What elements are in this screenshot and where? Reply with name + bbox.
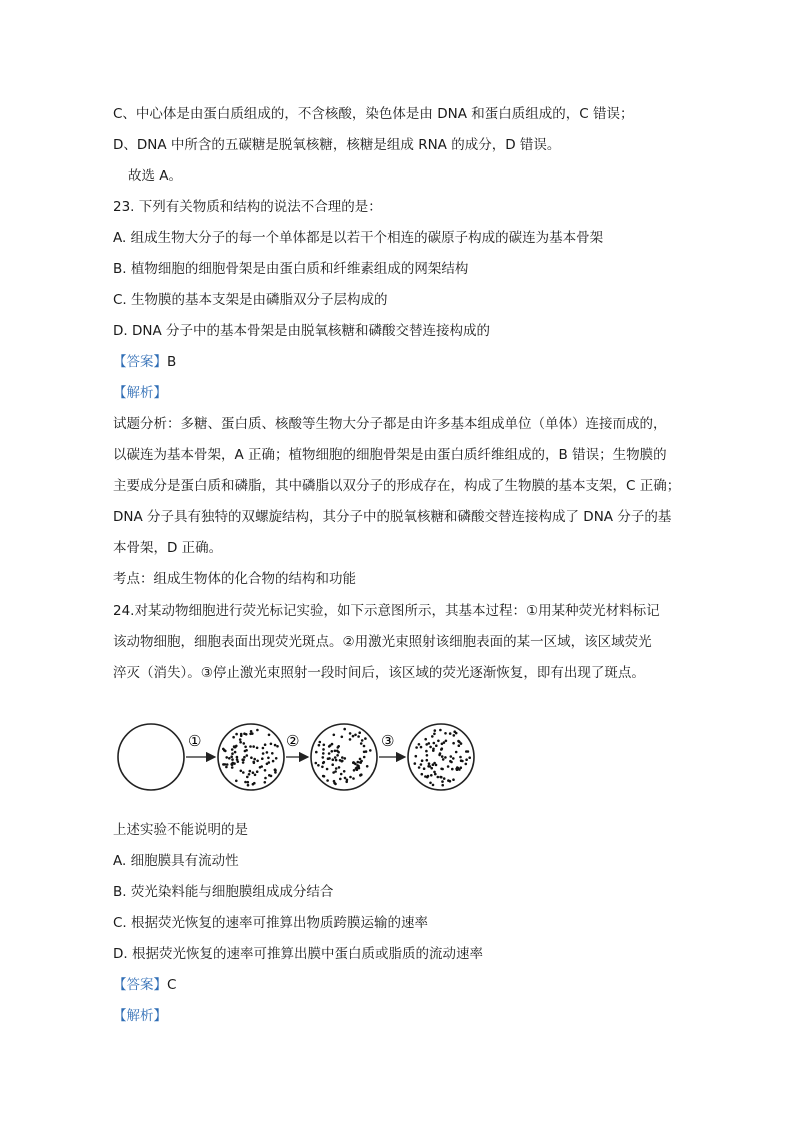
fluorescent-spot (231, 766, 234, 769)
fluorescent-spot (319, 741, 322, 744)
fluorescent-spot (231, 758, 234, 761)
q23-option-d: D. DNA 分子中的基本骨架是由脱氧核糖和磷酸交替连接构成的 (113, 323, 490, 339)
q24-option-a: A. 细胞膜具有流动性 (113, 853, 239, 869)
fluorescent-spot (222, 748, 225, 751)
fluorescent-spot (225, 756, 228, 759)
fluorescent-spot (326, 779, 329, 782)
fluorescent-spot (359, 774, 362, 777)
fluorescent-spot (359, 761, 362, 764)
fluorescent-spot (343, 728, 346, 731)
fluorescent-spot (432, 784, 435, 787)
fluorescent-spot (429, 782, 432, 785)
fluorescent-spot (445, 740, 448, 743)
fluorescent-spot (264, 781, 267, 784)
q24-option-b: B. 荧光染料能与细胞膜组成成分结合 (113, 884, 334, 900)
fluorescent-spot (465, 758, 468, 761)
fluorescent-spot (339, 759, 342, 762)
fluorescent-spot (256, 747, 259, 750)
fluorescent-spot (259, 766, 262, 769)
fluorescent-spot (261, 757, 264, 760)
fluorescent-spot (452, 757, 455, 760)
fluorescent-spot (415, 746, 418, 749)
q23-analysis-line: 本骨架，D 正确。 (113, 540, 223, 556)
fluorescent-spot (253, 782, 256, 785)
fluorescent-spot (432, 748, 435, 751)
fluorescent-spot (447, 765, 450, 768)
fluorescent-spot (426, 776, 429, 779)
fluorescent-spot (240, 733, 243, 736)
fluorescent-spot (242, 759, 245, 762)
fluorescent-spot (252, 761, 255, 764)
fluorescent-spot (359, 758, 362, 761)
fluorescent-spot (242, 761, 245, 764)
fluorescent-spot (363, 745, 366, 748)
fluorescent-spot (233, 745, 236, 748)
fluorescent-spot (340, 773, 343, 776)
fluorescent-spot (457, 740, 460, 743)
fluorescent-spot (344, 777, 347, 780)
fluorescent-spot (443, 777, 446, 780)
fluorescent-spot (315, 762, 318, 765)
fluorescent-spot (231, 748, 234, 751)
fluorescent-spot (444, 732, 447, 735)
fluorescent-spot (249, 770, 252, 773)
fluorescent-spot (425, 750, 428, 753)
fluorescent-spot (323, 775, 326, 778)
fluorescent-spot (318, 744, 321, 747)
fluorescent-spot (341, 736, 344, 739)
fluorescent-spot (428, 742, 431, 745)
fluorescent-spot (264, 743, 267, 746)
cell-bleached (311, 724, 377, 790)
fluorescent-spot (429, 746, 432, 749)
fluorescent-spot (331, 763, 334, 766)
fluorescent-spot (266, 763, 269, 766)
fluorescent-spot (244, 746, 247, 749)
fluorescent-spot (336, 754, 339, 757)
fluorescent-spot (353, 769, 356, 772)
fluorescent-spot (242, 771, 245, 774)
fluorescent-spot (352, 761, 355, 764)
fluorescent-spot (453, 734, 456, 737)
fluorescent-spot (346, 779, 349, 782)
fluorescent-spot (421, 759, 424, 762)
fluorescent-spot (459, 756, 462, 759)
fluorescent-spot (254, 774, 257, 777)
fluorescent-spot (268, 734, 271, 737)
fluorescent-spot (437, 776, 440, 779)
q24-answer (113, 975, 176, 995)
fluorescent-spot (337, 751, 340, 754)
fluorescent-spot (246, 776, 249, 779)
fluorescent-spot (354, 734, 357, 737)
fluorescent-spot (441, 755, 444, 758)
fluorescent-spot (317, 764, 320, 767)
step-3-label: ③ (381, 732, 395, 750)
step-1-label: ① (188, 732, 202, 750)
fluorescent-spot (452, 778, 455, 781)
fluorescent-spot (274, 768, 277, 771)
fluorescent-spot (243, 742, 246, 745)
fluorescent-spot (239, 738, 242, 741)
fluorescent-spot (270, 743, 273, 746)
fluorescent-spot (322, 748, 325, 751)
fluorescent-spot (465, 763, 468, 766)
fluorescent-spot (449, 732, 452, 735)
fluorescent-spot (440, 768, 443, 771)
fluorescent-spot (358, 767, 361, 770)
fluorescent-spot (420, 763, 423, 766)
fluorescent-spot (467, 750, 470, 753)
fluorescent-spot (231, 752, 234, 755)
q23-answer (113, 352, 176, 372)
fluorescent-spot (230, 755, 233, 758)
prev-option-d: D、DNA 中所含的五碳糖是脱氧核糖，核糖是组成 RNA 的成分，D 错误。 (113, 137, 561, 153)
fluorescent-spot (344, 757, 347, 760)
fluorescent-spot (461, 760, 464, 763)
fluorescent-spot (315, 751, 318, 754)
fluorescent-spot (435, 744, 438, 747)
q24-option-d: D. 根据荧光恢复的速率可推算出膜中蛋白质或脂质的流动速率 (113, 946, 483, 962)
fluorescent-spot (274, 771, 277, 774)
fluorescent-spot (236, 758, 239, 761)
fluorescent-spot (434, 729, 437, 732)
fluorescent-spot (244, 781, 247, 784)
fluorescent-spot (415, 755, 418, 758)
fluorescent-spot (458, 744, 461, 747)
fluorescent-spot (256, 729, 259, 732)
fluorescent-spot (249, 733, 252, 736)
fluorescent-spot (226, 763, 229, 766)
fluorescent-spot (274, 744, 277, 747)
fluorescent-spot (323, 761, 326, 764)
fluorescent-spot (349, 776, 352, 779)
fluorescent-spot (246, 754, 249, 757)
q24-analysis-tag: 【解析】 (113, 1008, 167, 1024)
fluorescent-spot (266, 751, 269, 754)
fluorescent-spot (239, 741, 242, 744)
fluorescent-spot (322, 756, 325, 759)
fluorescent-spot (418, 743, 421, 746)
fluorescent-spot (338, 766, 341, 769)
q23-analysis-tag: 【解析】 (113, 385, 167, 401)
fluorescent-spot (414, 762, 417, 765)
fluorescent-spot (264, 769, 267, 772)
fluorescent-spot (253, 758, 256, 761)
step-2-label: ② (286, 732, 300, 750)
fluorescent-spot (418, 766, 421, 769)
fluorescent-spot (424, 738, 427, 741)
fluorescent-spot (365, 750, 368, 753)
fluorescent-spot (450, 755, 453, 758)
fluorescent-spot (433, 742, 436, 745)
fluorescent-spot (455, 732, 458, 735)
fluorescent-spot (426, 759, 429, 762)
fluorescent-spot (332, 758, 335, 761)
fluorescent-spot (449, 780, 452, 783)
fluorescent-spot (272, 760, 275, 763)
fluorescent-spot (331, 750, 334, 753)
fluorescent-spot (334, 770, 337, 773)
fluorescent-spot (460, 766, 463, 769)
fluorescent-spot (247, 781, 250, 784)
fluorescent-spot (423, 767, 426, 770)
q23-analysis-line: 试题分析：多糖、蛋白质、核酸等生物大分子都是由许多基本组成单位（单体）连接而成的， (113, 416, 667, 432)
fluorescent-spot (437, 740, 440, 743)
fluorescent-spot (250, 730, 253, 733)
fluorescent-spot (341, 756, 344, 759)
fluorescent-spot (440, 776, 443, 779)
fluorescent-spot (240, 770, 243, 773)
fluorescent-spot (248, 773, 251, 776)
fluorescent-spot (333, 734, 336, 737)
fluorescent-spot (331, 743, 334, 746)
q23-option-b: B. 植物细胞的细胞骨架是由蛋白质和纤维素组成的网架结构 (113, 261, 469, 277)
fluorescent-spot (343, 770, 346, 773)
fluorescent-spot (361, 739, 364, 742)
q24-question: 上述实验不能说明的是 (113, 822, 248, 838)
fluorescent-spot (452, 742, 455, 745)
fluorescent-spot (349, 732, 352, 735)
fluorescent-spot (358, 731, 361, 734)
answer-value: B (167, 354, 177, 370)
fluorescent-spot (369, 749, 372, 752)
fluorescent-spot (222, 763, 225, 766)
fluorescent-spot (357, 761, 360, 764)
fluorescent-spot (426, 754, 429, 757)
fluorescent-spot (235, 780, 238, 783)
fluorescent-spot (432, 763, 435, 766)
fluorescent-spot (247, 784, 250, 787)
fluorescent-spot (433, 733, 436, 736)
q23-option-a: A. 组成生物大分子的每一个单体都是以若干个相连的碳原子构成的碳连为基本骨架 (113, 230, 604, 246)
q23-option-c: C. 生物膜的基本支架是由磷脂双分子层构成的 (113, 292, 388, 308)
q23-stem: 23. 下列有关物质和结构的说法不合理的是： (113, 199, 382, 215)
fluorescent-spot (352, 735, 355, 738)
fluorescent-spot (234, 751, 237, 754)
fluorescence-diagram (116, 716, 476, 798)
fluorescent-spot (250, 756, 253, 759)
fluorescent-spot (275, 757, 278, 760)
fluorescent-spot (334, 783, 337, 786)
cell-unlabeled (118, 724, 184, 790)
fluorescent-spot (233, 762, 236, 765)
fluorescent-spot (439, 729, 442, 732)
answer-value: C (167, 977, 177, 993)
fluorescent-spot (264, 777, 267, 780)
fluorescent-spot (352, 777, 355, 780)
fluorescent-spot (243, 756, 246, 759)
fluorescent-spot (249, 745, 252, 748)
fluorescent-spot (428, 762, 431, 765)
fluorescent-spot (236, 756, 239, 759)
fluorescent-spot (327, 757, 330, 760)
fluorescent-spot (334, 756, 337, 759)
q23-analysis-line: DNA 分子具有独特的双螺旋结构，其分子中的脱氧核糖和磷酸交替连接构成了 DNA 分子的基 (113, 509, 672, 525)
fluorescent-spot (430, 774, 433, 777)
fluorescent-spot (322, 752, 325, 755)
q24-option-c: C. 根据荧光恢复的速率可推算出物质跨膜运输的速率 (113, 915, 429, 931)
fluorescent-spot (334, 750, 337, 753)
fluorescent-spot (439, 752, 442, 755)
q23-kaodian: 考点：组成生物体的化合物的结构和功能 (113, 571, 356, 587)
fluorescent-spot (468, 756, 471, 759)
fluorescent-spot (276, 745, 279, 748)
q24-stem-line: 淬灭（消失）。③停止激光束照射一段时间后，该区域的荧光逐渐恢复，即有出现了斑点。 (113, 665, 645, 681)
fluorescent-spot (339, 778, 342, 781)
fluorescent-spot (430, 767, 433, 770)
fluorescent-spot (420, 746, 423, 749)
fluorescent-spot (262, 752, 265, 755)
fluorescent-spot (326, 768, 329, 771)
fluorescent-spot (451, 768, 454, 771)
fluorescent-spot (323, 744, 326, 747)
fluorescent-spot (421, 773, 424, 776)
answer-tag: 【答案】 (113, 977, 167, 993)
q24-stem-line: 24.对某动物细胞进行荧光标记实验，如下示意图所示，其基本过程：①用某种荧光材料标记 (113, 603, 660, 619)
fluorescent-spot (357, 735, 360, 738)
fluorescent-spot (441, 747, 444, 750)
fluorescent-spot (270, 775, 273, 778)
fluorescent-spot (435, 764, 438, 767)
fluorescent-spot (433, 771, 436, 774)
q23-analysis-line: 主要成分是蛋白质和磷脂，其中磷脂以双分子的形成存在，构成了生物膜的基本支架，C 正确； (113, 478, 681, 494)
fluorescent-spot (335, 767, 338, 770)
fluorescent-spot (337, 745, 340, 748)
fluorescent-spot (449, 760, 452, 763)
fluorescent-spot (244, 750, 247, 753)
fluorescent-spot (349, 738, 352, 741)
prev-conclusion: 故选 A。 (128, 168, 183, 184)
fluorescent-spot (271, 752, 274, 755)
fluorescent-spot (256, 770, 259, 773)
fluorescent-spot (245, 733, 248, 736)
fluorescent-spot (441, 784, 444, 787)
fluorescent-spot (252, 771, 255, 774)
fluorescent-spot (228, 757, 231, 760)
fluorescent-spot (355, 767, 358, 770)
fluorescent-spot (455, 751, 458, 754)
fluorescent-spot (363, 756, 366, 759)
fluorescent-spot (333, 780, 336, 783)
fluorescent-spot (441, 743, 444, 746)
fluorescent-spot (225, 766, 228, 769)
fluorescent-spot (256, 760, 259, 763)
fluorescent-spot (431, 735, 434, 738)
fluorescent-spot (232, 736, 235, 739)
fluorescent-spot (444, 756, 447, 759)
fluorescent-spot (328, 752, 331, 755)
fluorescent-spot (252, 745, 255, 748)
q23-analysis-line: 以碳连为基本骨架，A 正确；植物细胞的细胞骨架是由蛋白质纤维组成的，B 错误；生物膜的 (113, 447, 667, 463)
fluorescent-spot (442, 758, 445, 761)
prev-option-c: C、中心体是由蛋白质组成的，不含核酸，染色体是由 DNA 和蛋白质组成的，C 错误； (113, 106, 634, 122)
fluorescent-spot (235, 733, 238, 736)
fluorescent-spot (441, 780, 444, 783)
fluorescent-spot (321, 766, 324, 769)
fluorescent-spot (267, 757, 270, 760)
fluorescent-spot (460, 742, 463, 745)
fluorescent-spot (364, 737, 367, 740)
fluorescent-spot (262, 747, 265, 750)
fluorescent-spot (366, 765, 369, 768)
q24-stem-line: 该动物细胞，细胞表面出现荧光斑点。②用激光束照射该细胞表面的某一区域，该区域荧光 (113, 634, 652, 650)
fluorescent-spot (360, 742, 363, 745)
answer-tag: 【答案】 (113, 354, 167, 370)
fluorescent-spot (335, 759, 338, 762)
